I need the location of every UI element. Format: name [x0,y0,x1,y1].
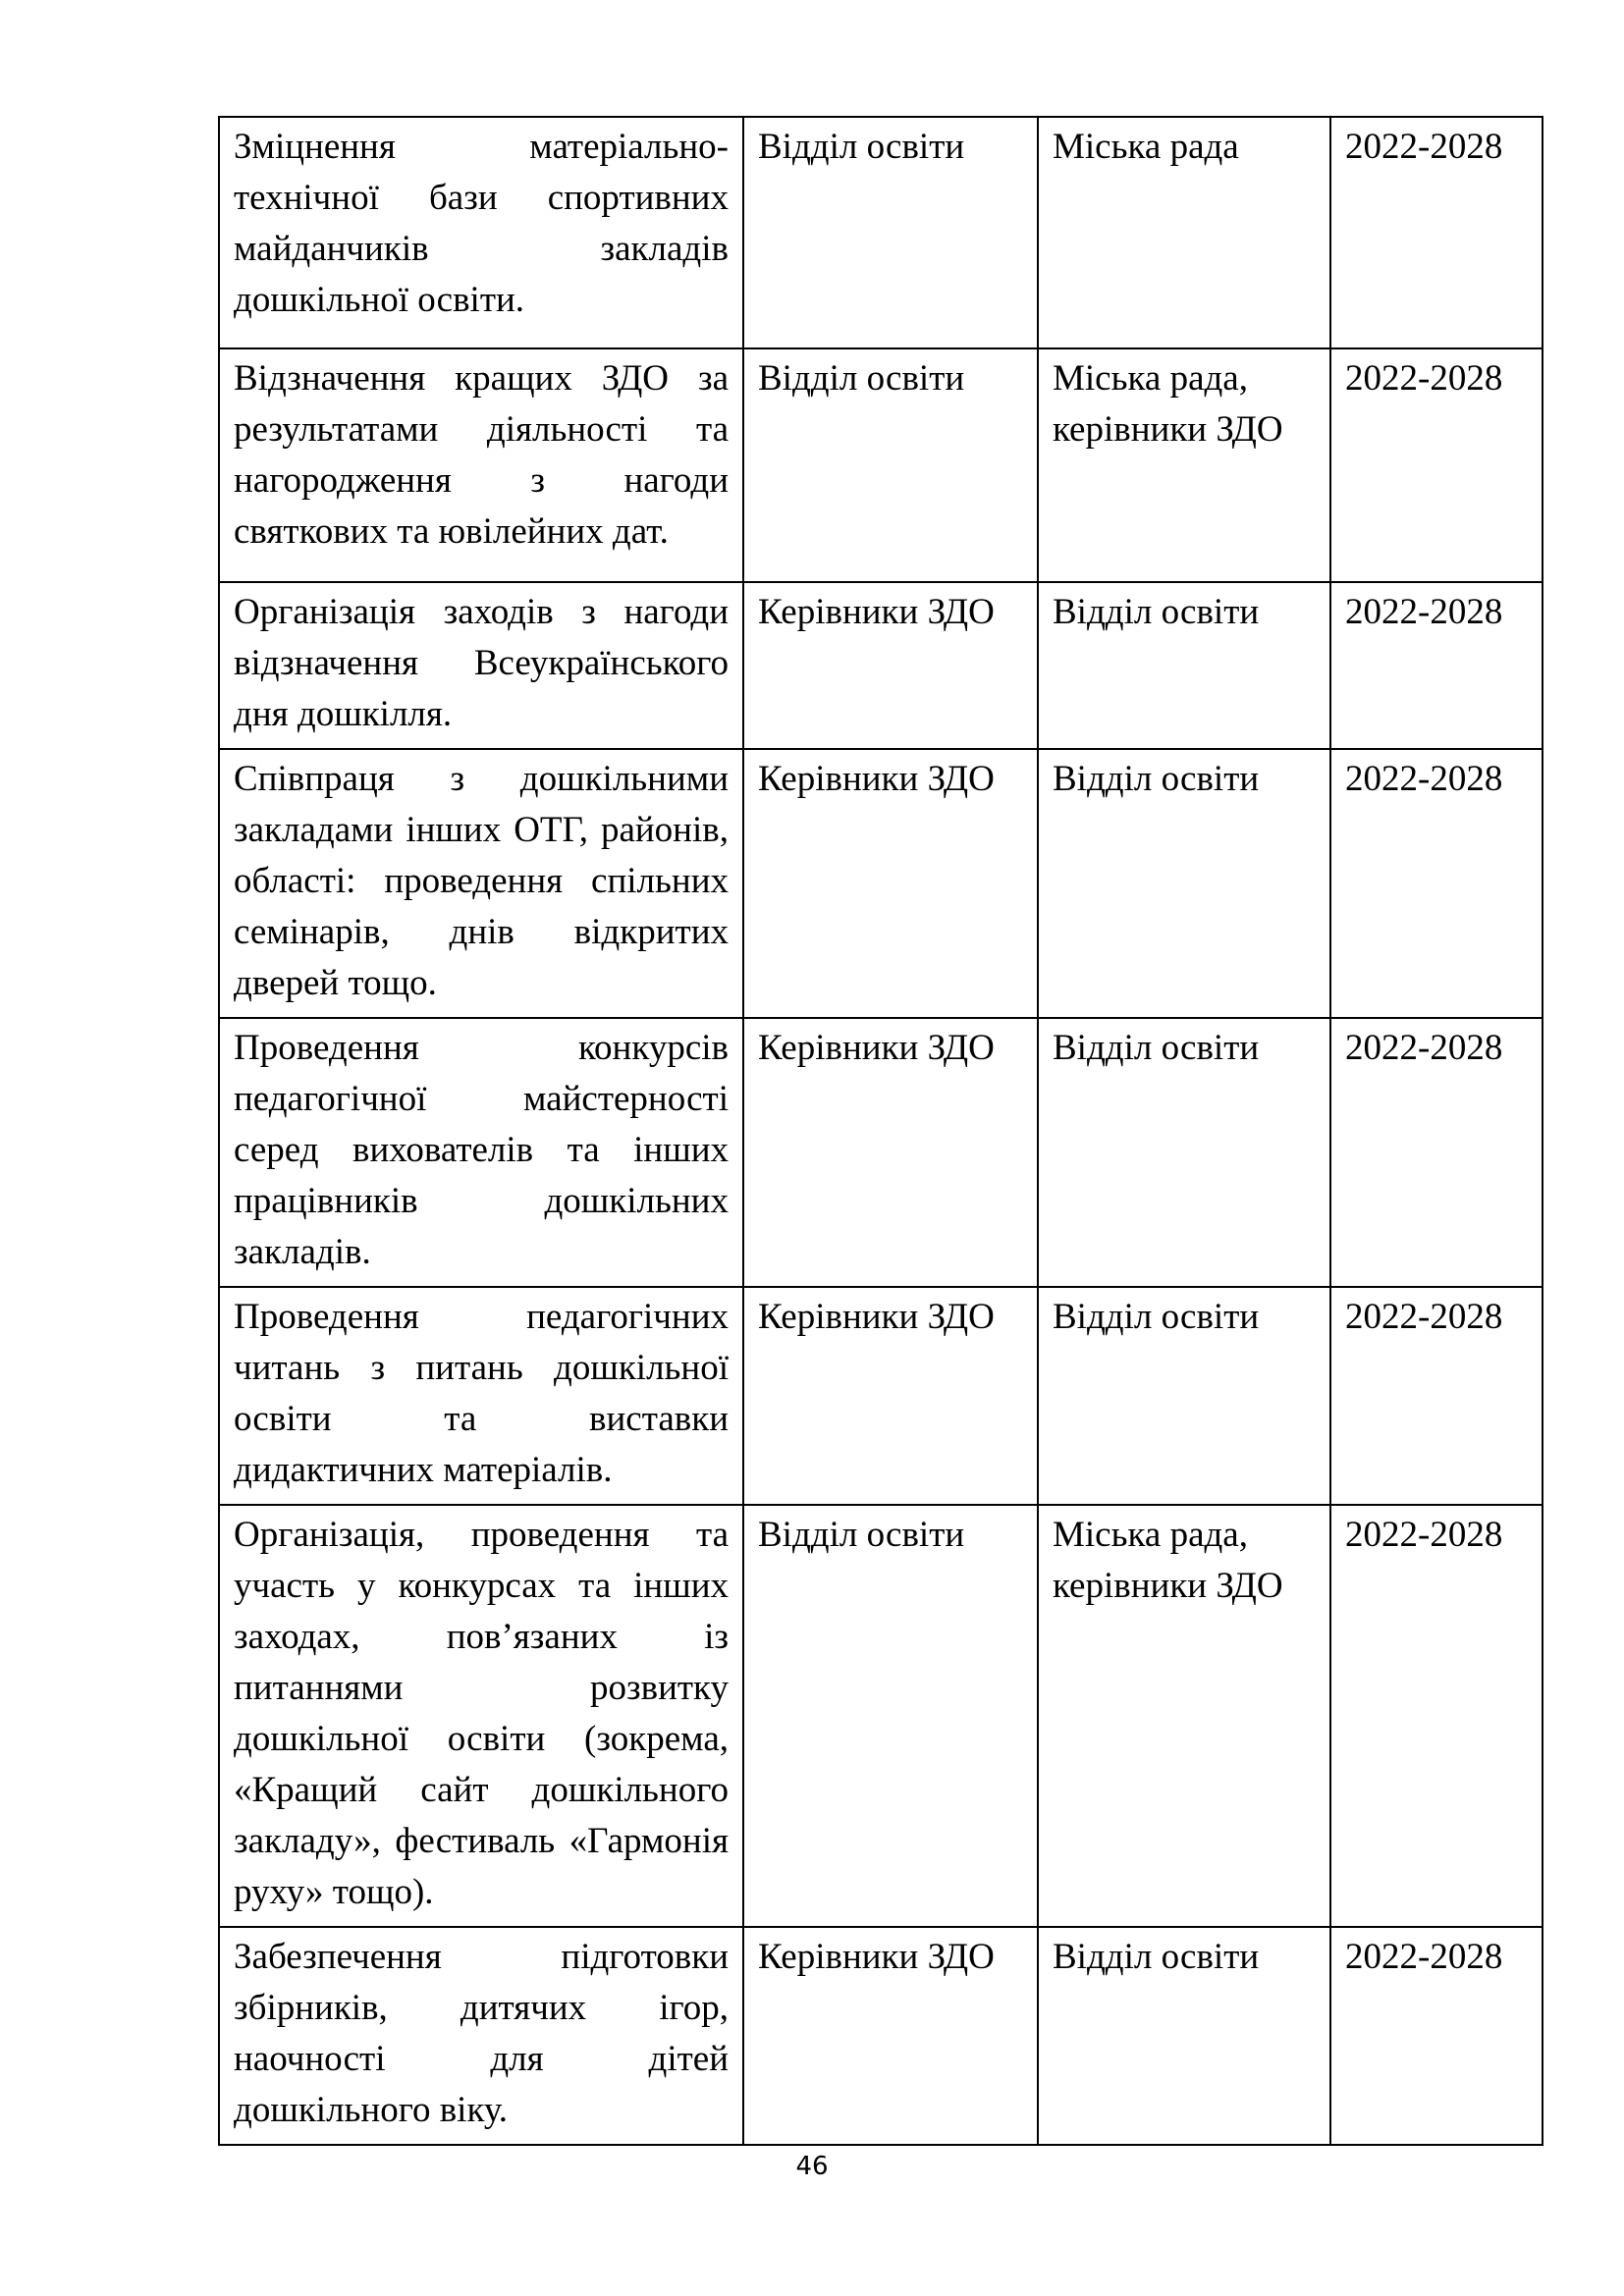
action-cell: Забезпечення підготовки збірників, дитячих ігор, наочності для дітей дошкільного віку. [219,1927,743,2145]
partner-cell: Відділ освіти [1038,582,1330,749]
term-cell: 2022-2028 [1330,1927,1543,2145]
executor-cell: Керівники ЗДО [743,1018,1038,1287]
page-number: 46 [795,2152,829,2181]
term-cell: 2022-2028 [1330,1505,1543,1927]
table-row [219,117,1543,348]
partner-cell: Відділ освіти [1038,749,1330,1018]
table-row [219,749,1543,1018]
partner-cell: Міська рада [1038,117,1330,348]
executor-cell: Керівники ЗДО [743,1927,1038,2145]
table-row [219,1287,1543,1505]
executor-cell: Керівники ЗДО [743,582,1038,749]
table-row [219,1927,1543,2145]
table-row [219,1505,1543,1927]
partner-cell: Міська рада, керівники ЗДО [1038,1505,1330,1927]
action-cell: Проведення конкурсів педагогічної майстерності серед вихователів та інших працівників дошкільних закладів. [219,1018,743,1287]
table-row [219,348,1543,582]
action-cell: Організація заходів з нагоди відзначення Всеукраїнського дня дошкілля. [219,582,743,749]
executor-cell: Відділ освіти [743,348,1038,582]
term-cell: 2022-2028 [1330,1018,1543,1287]
executor-cell: Відділ освіти [743,117,1038,348]
partner-cell: Відділ освіти [1038,1927,1330,2145]
term-cell: 2022-2028 [1330,582,1543,749]
action-cell: Організація, проведення та участь у конкурсах та інших заходах, пов’язаних із питаннями розвитку дошкільної освіти (зокрема, «Кращий сайт дошкільного закладу», фестиваль «Гармонія руху» тощо). [219,1505,743,1927]
partner-cell: Міська рада, керівники ЗДО [1038,348,1330,582]
executor-cell: Керівники ЗДО [743,1287,1038,1505]
action-cell: Зміцнення матеріально-технічної бази спортивних майданчиків закладів дошкільної освіти. [219,117,743,348]
term-cell: 2022-2028 [1330,1287,1543,1505]
action-cell: Відзначення кращих ЗДО за результатами діяльності та нагородження з нагоди святкових та ювілейних дат. [219,348,743,582]
action-cell: Проведення педагогічних читань з питань дошкільної освіти та виставки дидактичних матеріалів. [219,1287,743,1505]
partner-cell: Відділ освіти [1038,1018,1330,1287]
term-cell: 2022-2028 [1330,348,1543,582]
table-row [219,1018,1543,1287]
executor-cell: Відділ освіти [743,1505,1038,1927]
table-row [219,582,1543,749]
term-cell: 2022-2028 [1330,749,1543,1018]
term-cell: 2022-2028 [1330,117,1543,348]
action-cell: Співпраця з дошкільними закладами інших ОТГ, районів, області: проведення спільних семінарів, днів відкритих дверей тощо. [219,749,743,1018]
executor-cell: Керівники ЗДО [743,749,1038,1018]
partner-cell: Відділ освіти [1038,1287,1330,1505]
activities-table [218,116,1543,2146]
